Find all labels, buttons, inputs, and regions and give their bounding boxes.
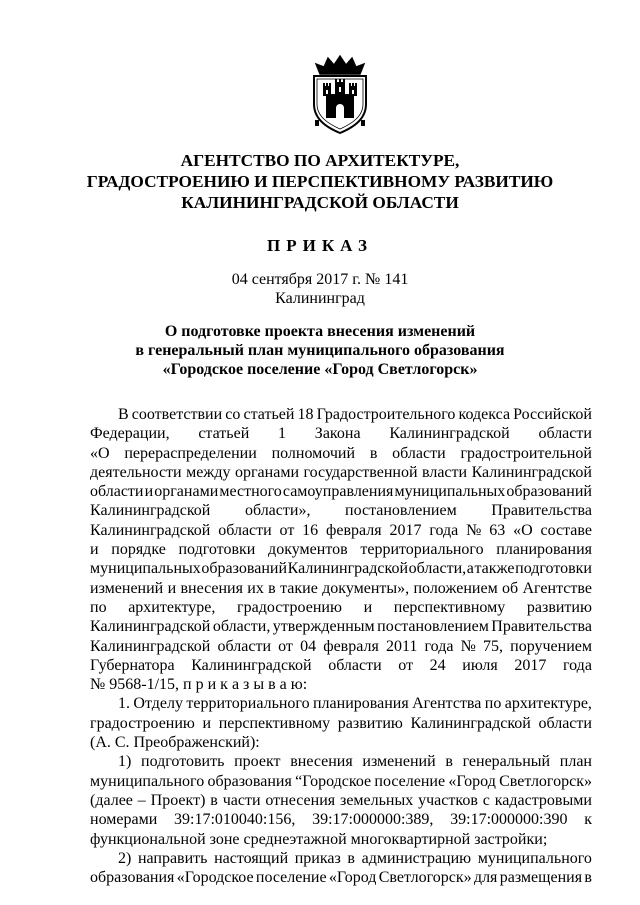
body-word: от [279,521,295,539]
body-word: поселение [374,772,446,790]
body-word: 24 [429,656,446,674]
body-word: деятельности [90,463,182,481]
body-word: со [225,406,241,423]
body-word: об [502,579,519,597]
body-word: отнесения [265,791,336,809]
body-word: (А. С. Преображенский): [90,734,260,752]
body-word: изменений [362,753,436,771]
body-word: области», [244,502,311,520]
body-word: «Городское [176,869,254,887]
body-line [90,444,592,463]
body-word: 63 [489,521,506,539]
body-word: в [445,753,453,771]
body-word: Правительства [491,502,592,520]
body-word: по [484,695,502,713]
body-word: настоящий [214,849,289,867]
body-word: по [90,598,107,616]
agency-line: КАЛИНИНГРАДСКОЙ ОБЛАСТИ [181,193,459,212]
body-line [90,598,592,617]
body-line [90,424,592,443]
agency-title [0,150,640,213]
body-word: и [167,579,177,597]
body-word: «О [513,521,533,539]
body-word: Калининградской [90,502,211,520]
body-word: муниципального [477,849,592,867]
body-word: 1. [118,695,130,713]
body-word: документы», [322,579,410,597]
body-word: порядке [111,541,166,559]
body-word: февраля [326,521,382,539]
body-line [90,849,592,868]
body-word: Светлогорск» [378,869,472,887]
body-word: номерами [90,811,158,829]
body-line [90,559,592,578]
body-word: Калининградской [90,521,211,539]
body-word: Градостроительного [316,406,456,423]
agency-line: ГРАДОСТРОЕНИЮ И ПЕРСПЕКТИВНОМУ РАЗВИТИЮ [86,172,554,191]
body-word: положением [413,579,498,597]
body-word: направить [137,849,208,867]
body-word: № [460,637,476,655]
body-word: Отделу [133,695,183,713]
body-word: развитию [337,714,403,732]
body-word: Агентстве [522,579,592,597]
body-word: «Город [448,772,496,790]
body-word: с [482,791,490,809]
body-word: 39:17:000000:390 [450,811,568,829]
document-meta [0,270,640,308]
body-word: изменений [90,579,164,597]
body-word: 2011 [385,637,418,655]
body-line [90,637,592,656]
document-subject [0,322,640,379]
body-word: области [538,714,592,732]
body-word: № [466,521,482,539]
body-word: года [424,637,454,655]
body-word: 16 [302,521,319,539]
document-type: ПРИКАЗ [267,236,373,255]
body-line [90,521,592,540]
body-word: в [347,849,355,867]
body-word: проект [234,753,281,771]
body-word: постановлением [377,618,489,636]
date-number: 04 сентября 2017 г. № 141 [231,271,409,288]
body-word: Калининградской [90,637,211,655]
body-word: внесения [290,753,353,771]
coat-of-arms-icon [306,52,374,136]
body-word: поручением [510,637,592,655]
body-line [90,463,592,482]
body-word: администрацию [361,849,472,867]
body-word: территориального [360,541,484,559]
body-word: Калининградской [389,425,510,443]
body-word: власти [422,463,468,481]
body-word: земельных [340,791,414,809]
body-word: архитектуре, [504,695,592,713]
body-word: области [538,425,592,443]
body-word: составе [540,521,592,539]
body-word: соответствии [131,406,223,423]
body-word: Калининградской [191,656,312,674]
body-word: 04 [300,637,317,655]
body-word: образования [90,869,175,887]
body-line [90,617,592,636]
body-word: 39:17:010040:156, [174,811,296,829]
body-word: Российской [513,406,592,423]
body-line [90,772,592,791]
body-word: Калининградской [287,560,409,578]
body-word: органами [154,483,219,501]
body-word: самоуправления [282,483,394,501]
body-word: муниципальных [90,560,201,578]
body-word: № 9568-1/15, п р и к а з ы в а ю: [90,676,308,694]
body-word: утвержденным [272,618,375,636]
body-word: 75, [483,637,503,655]
body-word: и [202,714,212,732]
body-word: план [559,753,592,771]
body-word: такие [280,579,318,597]
body-word: образований [201,560,288,578]
body-word: внесения [180,579,243,597]
body-word: области [392,444,446,462]
body-word: развитию [526,598,592,616]
body-word: июля [462,656,498,674]
body-word: области [90,483,144,501]
body-word: февраля [323,637,379,655]
body-word: года [429,521,459,539]
body-word: размещения [499,869,583,887]
body-word: градостроительной [460,444,592,462]
body-line [90,501,592,520]
body-word: для [473,869,498,887]
body-word: года [562,656,592,674]
body-word: «Город [328,869,377,887]
body-word: Калининградской [90,618,211,636]
body-line [90,694,592,713]
body-word: их [247,579,264,597]
body-word: и [144,483,154,501]
body-word: в [268,579,276,597]
body-word: градостроению [237,598,342,616]
subject-line: «Городское поселение «Город Светлогорск» [162,361,478,378]
body-word: 2017 [514,656,547,674]
body-word: образований [506,483,592,501]
body-word: поселение [255,869,327,887]
body-word: планирования [312,695,409,713]
body-word: планирования [496,541,592,559]
body-word: 2) [118,849,132,867]
body-word: документов [268,541,348,559]
document-body [90,405,592,887]
body-word: Федерации, [90,425,170,443]
body-word: 1) [118,753,132,771]
body-word: государственной [303,463,418,481]
body-word: полномочий [271,444,356,462]
body-line [90,752,592,771]
body-line [90,733,592,752]
body-word: перераспределении [124,444,257,462]
body-word: между [186,463,231,481]
body-line [90,540,592,559]
subject-line: О подготовке проекта внесения изменений [164,323,476,340]
body-word: Калининградской [410,714,531,732]
body-word: Калининградской [471,463,592,481]
agency-line: АГЕНТСТВО ПО АРХИТЕКТУРЕ, [180,151,460,170]
body-word: в [369,444,378,462]
body-word: 1 [278,425,287,443]
body-word: – [137,791,146,809]
body-word: в [584,869,592,887]
body-line [90,791,592,810]
body-word: от [278,637,293,655]
body-word: области [217,637,271,655]
body-line [90,482,592,501]
body-line [90,675,592,694]
body-word: области [328,656,382,674]
body-word: муниципальных [394,483,506,501]
body-word: подготовить [141,753,225,771]
body-word: приказ [294,849,341,867]
body-word: 39:17:000000:389, [312,811,434,829]
body-word: функциональной зоне среднеэтажной многоквартирной застройки; [90,830,548,848]
body-word: подготовки [515,560,592,578]
body-word: Губернатора [90,656,175,674]
body-line [90,810,592,829]
body-line [90,405,592,424]
body-word: участков [418,791,478,809]
body-line [90,579,592,598]
body-word: В [118,406,129,423]
body-word: части [222,791,261,809]
body-word: и [363,598,373,616]
body-line [90,868,592,887]
body-word: территориального [186,695,310,713]
body-word: и [90,541,99,559]
body-word: образования [207,772,292,790]
body-word: 18 [297,406,314,423]
body-word: области [218,521,272,539]
body-word: «О [90,444,110,462]
body-word: местного [219,483,282,501]
body-word: постановлением [345,502,457,520]
body-word: также [474,560,515,578]
body-word: кодекса [458,406,511,423]
body-word: области, [212,618,271,636]
body-word: Закона [314,425,361,443]
body-word: (далее [90,791,133,809]
body-word: области, [408,560,467,578]
city: Калининград [275,290,365,307]
body-word: статьей [198,425,250,443]
body-word: перспективному [218,714,331,732]
body-word: Агентства [412,695,482,713]
body-word: Светлогорск» [499,772,592,790]
subject-line: в генеральный план муниципального образования [135,342,505,359]
body-word: кадастровыми [494,791,592,809]
body-word: муниципального [90,772,205,790]
body-word: к [584,811,592,829]
body-word: от [398,656,414,674]
body-word: “Городское [295,772,372,790]
body-line [90,830,592,849]
body-word: градостроению [90,714,195,732]
body-word: архитектуре, [128,598,216,616]
body-word: органами [234,463,299,481]
body-word: статьей [243,406,295,423]
body-word: перспективному [393,598,506,616]
body-word: генеральный [462,753,551,771]
body-line [90,714,592,733]
body-word: подготовки [178,541,256,559]
body-word: Проект) [150,791,206,809]
body-word: 2017 [389,521,422,539]
body-word: Правительства [491,618,592,636]
body-word: а [466,560,474,578]
body-line [90,656,592,675]
body-word: в [210,791,218,809]
